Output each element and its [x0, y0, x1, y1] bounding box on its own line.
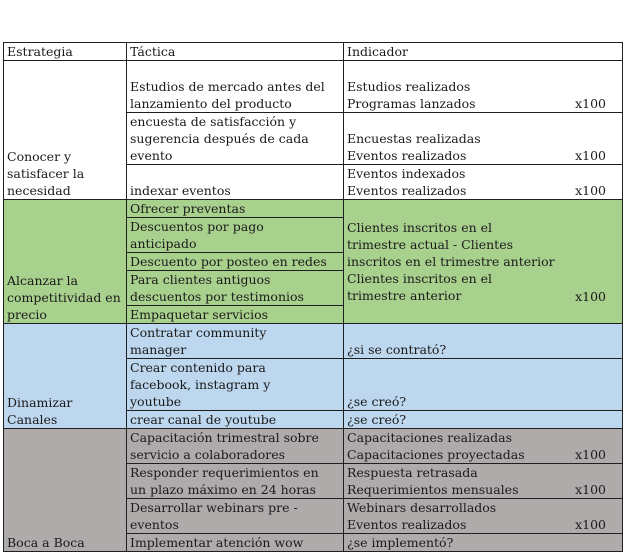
indicator-cell [344, 359, 623, 411]
tactic-line: Desarrollar webinars pre - [130, 500, 298, 515]
tactic-line: servicio a colaboradores [130, 447, 286, 462]
indicator-line: inscritos en el trimestre anterior [347, 254, 555, 269]
tactic-line: youtube [130, 394, 182, 409]
tactic-line: Responder requerimientos en [130, 465, 319, 480]
tactic-cell [127, 218, 344, 253]
indicator-cell [344, 464, 623, 499]
tactic-line: Empaquetar servicios [130, 307, 269, 322]
header-indicador: Indicador [344, 43, 623, 61]
tactic-cell [127, 306, 344, 324]
tactic-line: Crear contenido para [130, 360, 266, 375]
table-row [4, 429, 623, 464]
multiplier: x100 [575, 447, 606, 462]
multiplier: x100 [575, 96, 606, 111]
tactic-line: descuentos por testimonios [130, 289, 304, 304]
multiplier: x100 [575, 148, 606, 163]
indicator-cell [344, 200, 623, 324]
tactic-line: manager [130, 342, 187, 357]
indicator-cell [344, 411, 623, 429]
indicator-line: ¿se creó? [347, 412, 407, 427]
indicator-line: Eventos indexados [347, 166, 466, 181]
tactic-line: eventos [130, 517, 179, 532]
indicator-line: Eventos realizados [347, 183, 467, 198]
tactic-line: un plazo máximo en 24 horas [130, 482, 317, 497]
tactic-cell [127, 324, 344, 359]
indicator-line: ¿si se contrató? [347, 342, 447, 357]
tactic-line: sugerencia después de cada [130, 131, 309, 146]
tactic-cell [127, 499, 344, 534]
indicator-line: Clientes inscritos en el [347, 220, 493, 235]
tactic-line: Ofrecer preventas [130, 201, 246, 216]
table-row [4, 61, 623, 113]
tactic-line: Implementar atención wow [130, 535, 304, 550]
indicator-line: Respuesta retrasada [347, 465, 478, 480]
tactic-cell [127, 359, 344, 411]
tactic-cell [127, 165, 344, 200]
multiplier: x100 [575, 482, 606, 497]
tactic-line: anticipado [130, 236, 197, 251]
indicator-line: Eventos realizados [347, 148, 467, 163]
header-row [4, 43, 623, 61]
tactic-line: Contratar community [130, 325, 267, 340]
tactic-cell [127, 200, 344, 218]
tactic-cell [127, 464, 344, 499]
indicator-line: Estudios realizados [347, 79, 471, 94]
indicator-line: Capacitaciones proyectadas [347, 447, 525, 462]
strategy-cell: Alcanzar la competitividad en precio [4, 200, 127, 324]
indicator-line: trimestre actual - Clientes [347, 237, 514, 252]
indicator-line: Capacitaciones realizadas [347, 430, 513, 445]
indicator-cell [344, 534, 623, 552]
tactic-line: Para clientes antiguos [130, 272, 271, 287]
multiplier: x100 [575, 289, 606, 304]
tactic-cell [127, 253, 344, 271]
tactic-line: indexar eventos [130, 183, 231, 198]
indicator-line: Encuestas realizadas [347, 131, 481, 146]
indicator-line: Requerimientos mensuales [347, 482, 519, 497]
multiplier: x100 [575, 183, 606, 198]
header-tactica: Táctica [127, 43, 344, 61]
tactic-cell [127, 271, 344, 306]
indicator-line: Webinars desarrollados [347, 500, 497, 515]
multiplier: x100 [575, 517, 606, 532]
strategy-cell: Conocer y satisfacer la necesidad [4, 61, 127, 200]
indicator-line: Clientes inscritos en el [347, 271, 493, 286]
tactic-cell [127, 113, 344, 165]
indicator-cell [344, 61, 623, 113]
tactic-cell [127, 411, 344, 429]
indicator-cell [344, 113, 623, 165]
tactic-cell [127, 61, 344, 113]
indicator-line: ¿se creó? [347, 394, 407, 409]
tactic-line: Descuento por posteo en redes [130, 254, 327, 269]
tactic-line: evento [130, 148, 173, 163]
tactic-cell [127, 534, 344, 552]
tactic-line: Descuentos por pago [130, 219, 264, 234]
strategy-cell: Dinamizar Canales [4, 324, 127, 429]
header-estrategia: Estrategia [4, 43, 127, 61]
indicator-line: trimestre anterior [347, 288, 462, 303]
indicator-cell [344, 165, 623, 200]
tactic-line: lanzamiento del producto [130, 96, 292, 111]
indicator-line: Eventos realizados [347, 517, 467, 532]
strategy-table [3, 42, 623, 552]
tactic-cell [127, 429, 344, 464]
indicator-cell [344, 429, 623, 464]
table-row [4, 324, 623, 359]
indicator-line: Programas lanzados [347, 96, 476, 111]
indicator-cell [344, 499, 623, 534]
tactic-line: Estudios de mercado antes del [130, 79, 325, 94]
tactic-line: crear canal de youtube [130, 412, 277, 427]
strategy-cell: Boca a Boca [4, 429, 127, 552]
tactic-line: facebook, instagram y [130, 377, 271, 392]
table-row [4, 200, 623, 218]
tactic-line: Capacitación trimestral sobre [130, 430, 319, 445]
indicator-cell [344, 324, 623, 359]
tactic-line: encuesta de satisfacción y [130, 114, 297, 129]
indicator-line: ¿se implementó? [347, 535, 454, 550]
